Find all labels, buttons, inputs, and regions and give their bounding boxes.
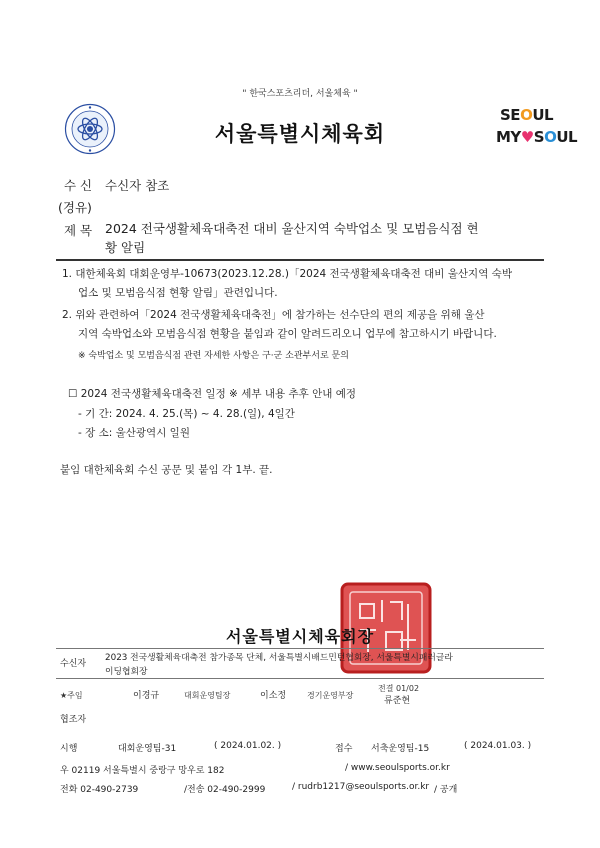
recipient-label: 수 신 (64, 178, 93, 193)
subject-line2: 황 알림 (105, 240, 146, 255)
footer-divider-mid (56, 678, 544, 679)
reviewer-name: 이소정 (260, 691, 287, 701)
recipients-label: 수신자 (60, 659, 87, 669)
drafter-role: ★주임 (60, 691, 83, 700)
sender-title: 서울특별시체육회장 (225, 627, 375, 646)
attachment: 붙임 대한체육회 수신 공문 및 붙임 각 1부. 끝. (60, 464, 273, 476)
receipt-label: 접수 (335, 744, 353, 754)
recipients-line2: 이딩협회장 (105, 667, 148, 677)
footer-divider-top (56, 648, 544, 649)
approver-name: 류준현 (384, 696, 411, 706)
recipients-line1: 2023 전국생활체육대축전 참가종목 단체, 서울특별시배드민턴협회장, 서울특별시패러글라 (105, 653, 453, 663)
enforce-number: 대회운영팀-31 (118, 744, 177, 754)
note: ※ 숙박업소 및 모범음식점 관련 자세한 사항은 구·군 소관부서로 문의 (78, 351, 349, 361)
seal-text: 서울특별시체육회장인 (386, 672, 396, 673)
seoul-my-soul-logo (496, 104, 578, 154)
approver-role: 경기운영부장 (307, 691, 354, 700)
address: 우 02119 서울특별시 중랑구 망우로 182 (60, 766, 225, 776)
subject-line1: 2024 전국생활체육대축전 대비 울산지역 숙박업소 및 모범음식점 현 (105, 221, 479, 236)
receipt-date: ( 2024.01.03. ) (464, 741, 532, 751)
approval-note: 전결 01/02 (378, 684, 420, 693)
item2-line1: 2. 위와 관련하여「2024 전국생활체육대축전」에 참가하는 선수단의 편의 제공을 위해 울산 (62, 309, 485, 321)
subject-label: 제 목 (64, 223, 93, 238)
item1-line1: 1. 대한체육회 대회운영부-10673(2023.12.28.)「2024 전국생활체육대축전 대비 울산지역 숙박 (62, 268, 512, 280)
item2-line2: 지역 숙박업소와 모범음식점 현황을 붙임과 같이 알려드리오니 업무에 참고하시기 바랍니다. (78, 328, 497, 340)
event-period: - 기 간: 2024. 4. 25.(목) ~ 4. 28.(일), 4일간 (78, 408, 295, 420)
receipt-number: 서축운영팀-15 (371, 744, 430, 754)
enforce-label: 시행 (60, 744, 78, 754)
item1-line2: 업소 및 모범음식점 현황 알림」관련입니다. (78, 287, 278, 299)
phone: 전화 02-490-2739 (60, 785, 139, 795)
drafter-name: 이경규 (133, 691, 160, 701)
slogan: " 한국스포츠리더, 서울체육 " (242, 89, 358, 99)
recipient-value: 수신자 참조 (105, 178, 170, 193)
event-place: - 장 소: 울산광역시 일원 (78, 427, 190, 439)
logo-line1: SEOUL (500, 106, 554, 124)
email-link[interactable]: / rudrb1217@seoulsports.or.kr (292, 782, 430, 792)
website-link[interactable]: / www.seoulsports.or.kr (345, 763, 450, 773)
event-title: ☐ 2024 전국생활체육대축전 일정 ※ 세부 내용 추후 안내 예정 (68, 388, 356, 400)
logo-line2: MY♥SOUL (496, 128, 578, 146)
enforce-date: ( 2024.01.02. ) (214, 741, 282, 751)
fax: /전송 02-490-2999 (184, 785, 266, 795)
org-title: 서울특별시체육회 (214, 122, 386, 146)
via-label: (경유) (58, 200, 92, 215)
reviewer-role: 대회운영팀장 (184, 691, 231, 700)
header-divider (56, 259, 544, 261)
cooperator-label: 협조자 (60, 715, 87, 725)
disclosure: / 공개 (434, 785, 458, 795)
